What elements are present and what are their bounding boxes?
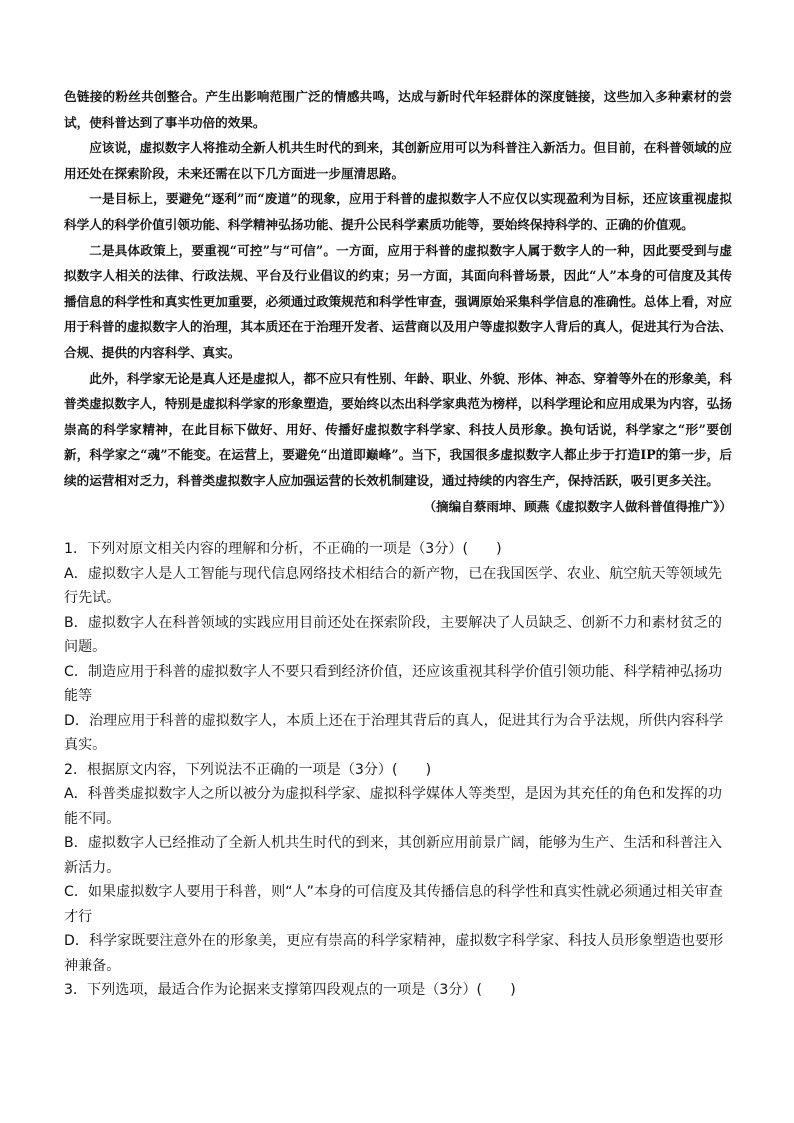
passage-paragraph-1: 应该说，虚拟数字人将推动全新人机共生时代的到来，其创新应用可以为科普注入新活力。但目前，在科普领域的应用还处在探索阶段，未来还需在以下几方面进一步厘清思路。 [64, 140, 732, 181]
question-2-option-a: A．科普类虚拟数字人之所以被分为虚拟科学家、虚拟科学媒体人等类型，是因为其充任的角色和发挥的功能不同。 [64, 786, 722, 827]
question-2-option-d: D．科学家既要注意外在的形象美，更应有崇高的科学家精神，虚拟数字科学家、科技人员形象塑造也要形神兼备。 [64, 933, 724, 974]
question-1-option-d: D．治理应用于科普的虚拟数字人，本质上还在于治理其背后的真人，促进其行为合乎法规，所供内容科学真实。 [64, 712, 724, 753]
question-1-option-c: C．制造应用于科普的虚拟数字人不要只看到经济价值，还应该重视其科学价值引领功能、科学精神弘扬功能等 [64, 663, 723, 704]
question-2-stem: 2．根据原文内容，下列说法不正确的一项是（3分）( ) [64, 761, 432, 778]
passage-paragraph-3: 二是具体政策上，要重视“可控”与“可信”。一方面，应用于科普的虚拟数字人属于数字人的一种，因此要受到与虚拟数字人相关的法律、行政法规、平台及行业倡议的约束；另一方面，其面向科普场景，因此“人”本身的可信度及其传播信息的科学性和真实性更加重要，必须通过政策规范和科学性审查，强调原始采集科学信息的准确性。总体上看，对应用于科普的虚拟数字人的治理，其本质还在于治理开发者、运营商以及用户等虚拟数字人背后的真人，促进其行为合法、合规、提供的内容科学、真实。 [64, 242, 732, 360]
question-1-option-a: A．虚拟数字人是人工智能与现代信息网络技术相结合的新产物，已在我国医学、农业、航空航天等领域先行先试。 [64, 565, 722, 606]
passage-paragraph-0: 色链接的粉丝共创整合。产生出影响范围广泛的情感共鸣，达成与新时代年轻群体的深度链接，这些加入多种素材的尝试，使科普达到了事半功倍的效果。 [64, 89, 732, 130]
question-1-stem: 1．下列对原文相关内容的理解和分析，不正确的一项是（3分）( ) [64, 541, 502, 557]
question-3-stem: 3．下列选项，最适合作为论据来支撑第四段观点的一项是（3分）( ) [64, 982, 516, 998]
reading-passage [64, 84, 732, 519]
question-1-option-b: B．虚拟数字人在科普领域的实践应用目前还处在探索阶段，主要解决了人员缺乏、创新不力和素材贫乏的问题。 [64, 614, 722, 655]
question-section [64, 537, 732, 1003]
passage-paragraph-4: 此外，科学家无论是真人还是虚拟人，都不应只有性别、年龄、职业、外貌、形体、神态、穿着等外在的形象美，科普类虚拟数字人，特别是虚拟科学家的形象塑造，要始终以杰出科学家典范为榜样，以科学理论和应用成果为内容，弘扬崇高的科学家精神，在此目标下做好、用好、传播好虚拟数字科学家、科技人员形象。换句话说，科学家之“形”要创新，科学家之“魂”不能变。在运营上，要避免“出道即巅峰”。当下，我国很多虚拟数字人都止步于打造IP的第一步，后续的运营相对乏力，科普类虚拟数字人应加强运营的长效机制建设，通过持续的内容生产，保持活跃，吸引更多关注。 [64, 370, 732, 488]
passage-source: （摘编自蔡雨坤、顾燕《虚拟数字人做科普值得推广》） [423, 498, 732, 514]
question-2-option-c: C．如果虚拟数字人要用于科普，则“人”本身的可信度及其传播信息的科学性和真实性就必须通过相关审查才行 [64, 884, 723, 925]
passage-paragraph-2: 一是目标上，要避免“逐利”而“废道”的现象，应用于科普的虚拟数字人不应仅以实现盈利为目标，还应该重视虚拟科学人的科学价值引领功能、科学精神弘扬功能、提升公民科学素质功能等，要始终保持科学的、正确的价值观。 [64, 191, 732, 232]
question-2-option-b: B．虚拟数字人已经推动了全新人机共生时代的到来，其创新应用前景广阔，能够为生产、生活和科普注入新活力。 [64, 835, 722, 876]
